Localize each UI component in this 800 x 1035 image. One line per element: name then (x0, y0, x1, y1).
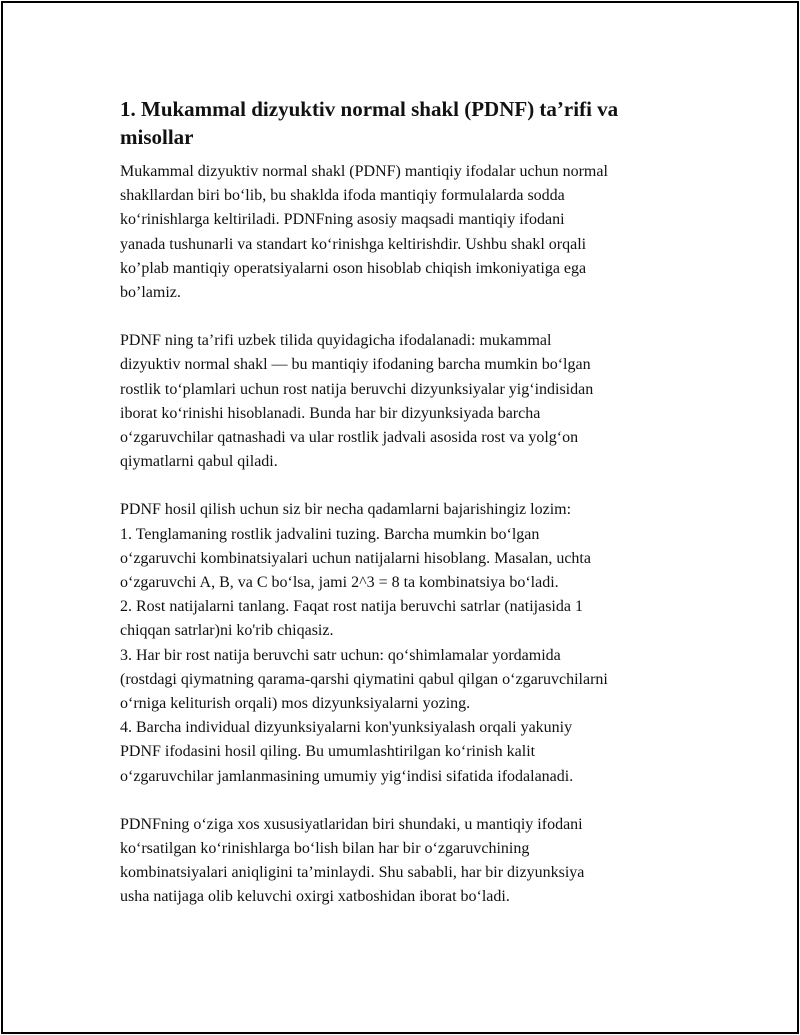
paragraph-steps (120, 498, 690, 788)
text-line: o‘rniga keliturish orqali) mos dizyunksiyalarni yozing. (120, 695, 471, 713)
paragraph-properties (120, 813, 690, 910)
text-line: ko‘rinishlarga keltiriladi. PDNFning asosiy maqsadi mantiqiy ifodani (120, 211, 565, 229)
text-line: PDNFning o‘ziga xos xususiyatlaridan biri shundaki, u mantiqiy ifodani (120, 815, 583, 833)
text-line: PDNF ning ta’rifi uzbek tilida quyidagicha ifodalanadi: mukammal (120, 332, 552, 350)
text-line: shakllardan biri bo‘lib, bu shaklda ifoda mantiqiy formulalarda sodda (120, 187, 565, 205)
text-line: bo’lamiz. (120, 284, 181, 302)
text-line: Mukammal dizyuktiv normal shakl (PDNF) mantiqiy ifodalar uchun normal (120, 163, 608, 180)
text-line: usha natijaga olib keluvchi oxirgi xatboshidan iborat bo‘ladi. (120, 888, 510, 906)
text-line: (rostdagi qiymatning qarama-qarshi qiymatini qabul qilgan o‘zgaruvchilarni (120, 670, 608, 688)
text-line: rostlik to‘plamlari uchun rost natija beruvchi dizyunksiyalar yig‘indisidan (120, 380, 594, 398)
text-line: 4. Barcha individual dizyunksiyalarni kon'yunksiyalash orqali yakuniy (120, 719, 573, 737)
text-line: 3. Har bir rost natija beruvchi satr uchun: qo‘shimlamalar yordamida (120, 646, 561, 664)
text-line: dizyuktiv normal shakl — bu mantiqiy ifodaning barcha mumkin bo‘lgan (120, 356, 591, 374)
page-frame (1, 1, 799, 1034)
text-line: kombinatsiyalari aniqligini ta’minlaydi. Shu sababli, har bir dizyunksiya (120, 864, 585, 882)
text-line: yanada tushunarli va standart ko‘rinishga keltirishdir. Ushbu shakl orqali (120, 235, 587, 253)
text-line: o‘zgaruvchi kombinatsiyalari uchun natijalarni hisoblang. Masalan, uchta (120, 549, 591, 567)
text-line: qiymatlarni qabul qiladi. (120, 453, 278, 471)
text-line: ko‘rsatilgan ko‘rinishlarga bo‘lish bilan har bir o‘zgaruvchining (120, 840, 530, 858)
text-line: 1. Tenglamaning rostlik jadvalini tuzing. Barcha mumkin bo‘lgan (120, 525, 540, 543)
paragraph-definition (120, 329, 690, 474)
title-line: misollar (120, 125, 194, 149)
text-line: chiqqan satrlar)ni ko'rib chiqasiz. (120, 622, 334, 640)
text-line: iborat ko‘rinishi hisoblanadi. Bunda har bir dizyunksiyada barcha (120, 404, 541, 422)
text-line: ko’plab mantiqiy operatsiyalarni oson hisoblab chiqish imkoniyatiga ega (120, 259, 587, 277)
paragraph-definition-intro (120, 160, 690, 305)
text-line: o‘zgaruvchilar qatnashadi va ular rostlik jadvali asosida rost va yolg‘on (120, 429, 579, 447)
title-line: 1. Mukammal dizyuktiv normal shakl (PDNF) ta’rifi va (120, 97, 619, 121)
document-content (120, 95, 690, 934)
text-line: PDNF ifodasini hosil qiling. Bu umumlashtirilgan ko‘rinish kalit (120, 743, 536, 761)
text-line: o‘zgaruvchi A, B, va C bo‘lsa, jami 2^3 = 8 ta kombinatsiya bo‘ladi. (120, 574, 559, 592)
text-line: o‘zgaruvchilar jamlanmasining umumiy yig‘indisi sifatida ifodalanadi. (120, 767, 574, 785)
text-line: 2. Rost natijalarni tanlang. Faqat rost natija beruvchi satrlar (natijasida 1 (120, 598, 583, 616)
text-line: PDNF hosil qilish uchun siz bir necha qadamlarni bajarishingiz lozim: (120, 501, 572, 519)
section-title (120, 95, 690, 151)
